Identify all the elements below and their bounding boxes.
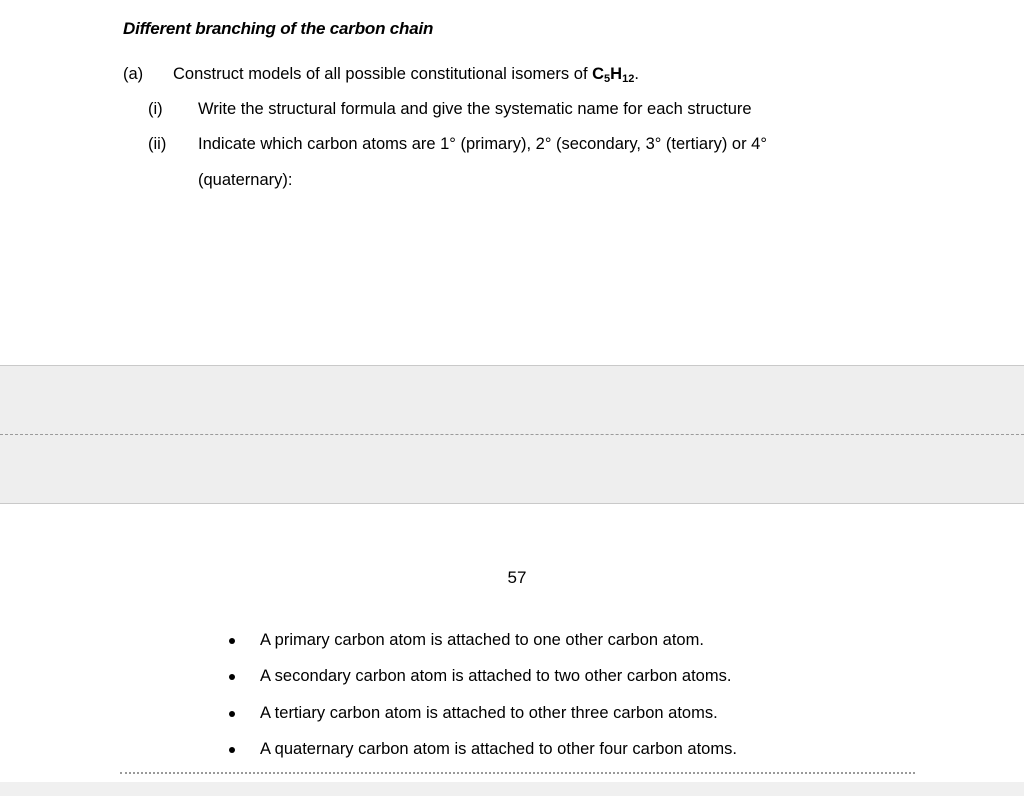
bullet-icon	[229, 747, 235, 753]
bullet-item-secondary: A secondary carbon atom is attached to two other carbon atoms.	[260, 667, 732, 685]
part-a-text-before: Construct models of all possible constitutional isomers of	[173, 65, 593, 83]
sub-item-ii-text: Indicate which carbon atoms are 1° (primary), 2° (secondary, 3° (tertiary) or 4°	[198, 135, 767, 153]
bullet-icon	[229, 674, 235, 680]
page-number: 57	[507, 568, 527, 587]
sub-item-i-label: (i)	[148, 100, 163, 118]
formula-c-sub: 5	[604, 73, 611, 85]
part-a-text-after: .	[634, 65, 639, 83]
page-top	[0, 0, 1024, 365]
page-break-line	[0, 434, 1024, 435]
bullet-item-quaternary: A quaternary carbon atom is attached to other four carbon atoms.	[260, 740, 737, 758]
page-gap	[0, 365, 1024, 504]
formula-h: H	[610, 65, 623, 83]
section-heading: Different branching of the carbon chain	[123, 19, 434, 38]
formula-h-sub: 12	[622, 73, 635, 85]
sub-item-ii-text-cont: (quaternary):	[198, 171, 293, 189]
sub-item-i-text: Write the structural formula and give the systematic name for each structure	[198, 100, 752, 118]
sub-item-ii-label: (ii)	[148, 135, 167, 153]
bullet-icon	[229, 711, 235, 717]
part-a-text	[173, 65, 639, 85]
footer-dotted-rule	[120, 772, 915, 774]
bottom-gap	[0, 782, 1024, 796]
bullet-icon	[229, 638, 235, 644]
bullet-item-tertiary: A tertiary carbon atom is attached to other three carbon atoms.	[260, 704, 718, 722]
formula-c: C	[592, 65, 605, 83]
part-a-label: (a)	[123, 65, 144, 83]
chemical-formula	[592, 65, 634, 83]
bullet-item-primary: A primary carbon atom is attached to one other carbon atom.	[260, 631, 704, 649]
